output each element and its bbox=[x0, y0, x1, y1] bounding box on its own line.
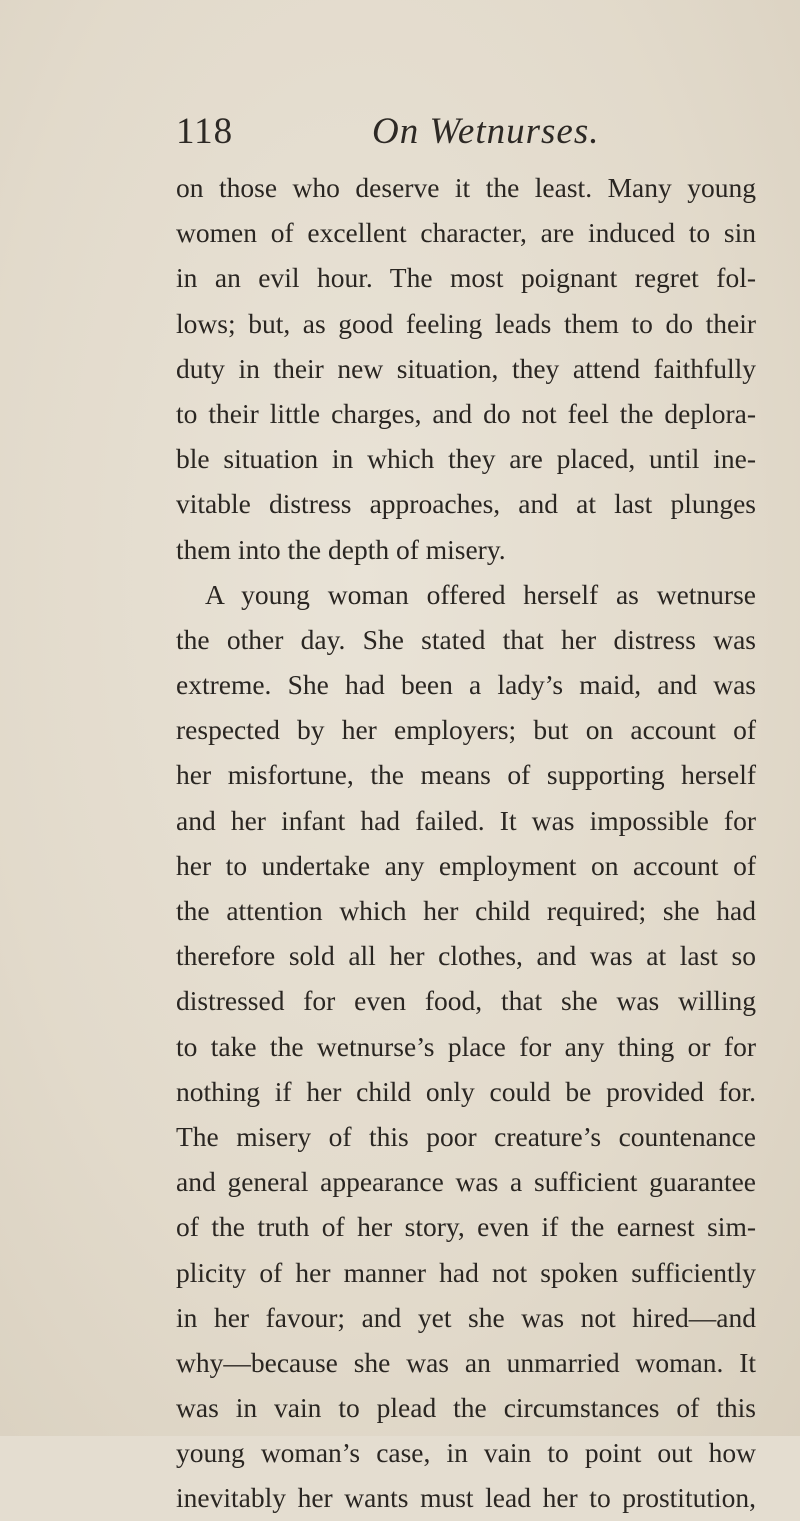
text-line: and general appearance was a sufficient guarantee bbox=[176, 1166, 756, 1198]
text-line: plicity of her manner had not spoken sufficiently bbox=[176, 1256, 756, 1288]
page-number: 118 bbox=[176, 111, 234, 152]
text-line: therefore sold all her clothes, and was at last so bbox=[176, 940, 756, 972]
running-title: On Wetnurses. bbox=[372, 111, 600, 152]
text-line: the attention which her child required; she had bbox=[176, 895, 756, 926]
page-header bbox=[176, 110, 736, 160]
text-line: in an evil hour. The most poignant regret fol- bbox=[176, 262, 756, 294]
text-line: extreme. She had been a lady’s maid, and was bbox=[176, 669, 756, 701]
text-line: The misery of this poor creature’s countenance bbox=[176, 1120, 756, 1152]
text-line: why—because she was an unmarried woman. It bbox=[176, 1346, 756, 1378]
text-line: young woman’s case, in vain to point out how bbox=[176, 1437, 756, 1469]
text-line: to take the wetnurse’s place for any thing or for bbox=[176, 1030, 756, 1062]
text-line: and her infant had failed. It was impossible for bbox=[176, 804, 756, 836]
text-line: in her favour; and yet she was not hired—and bbox=[176, 1301, 756, 1333]
text-line: distressed for even food, that she was willing bbox=[176, 985, 756, 1017]
text-line: duty in their new situation, they attend faithfully bbox=[176, 352, 756, 384]
text-line: of the truth of her story, even if the earnest sim- bbox=[176, 1211, 756, 1243]
paragraph-end-line: them into the depth of misery. bbox=[176, 533, 506, 565]
text-line: lows; but, as good feeling leads them to do their bbox=[176, 307, 756, 339]
text-line: was in vain to plead the circumstances of this bbox=[176, 1392, 756, 1424]
text-line: her misfortune, the means of supporting herself bbox=[176, 759, 756, 791]
text-line: inevitably her wants must lead her to prostitution, bbox=[176, 1482, 756, 1514]
text-line: respected by her employers; but on account of bbox=[176, 714, 756, 746]
text-line: to their little charges, and do not feel the deplora- bbox=[176, 397, 756, 429]
text-line: ble situation in which they are placed, until ine- bbox=[176, 443, 756, 475]
text-line: on those who deserve it the least. Many young bbox=[176, 172, 756, 203]
text-line: women of excellent character, are induced to sin bbox=[176, 217, 756, 249]
paragraph-start-line: A young woman offered herself as wetnurse bbox=[205, 578, 756, 610]
text-line: nothing if her child only could be provided for. bbox=[176, 1075, 756, 1107]
text-line: vitable distress approaches, and at last plunges bbox=[176, 488, 756, 520]
text-line: her to undertake any employment on account of bbox=[176, 849, 756, 881]
text-line: the other day. She stated that her distress was bbox=[176, 623, 756, 655]
body-text bbox=[176, 165, 756, 1521]
